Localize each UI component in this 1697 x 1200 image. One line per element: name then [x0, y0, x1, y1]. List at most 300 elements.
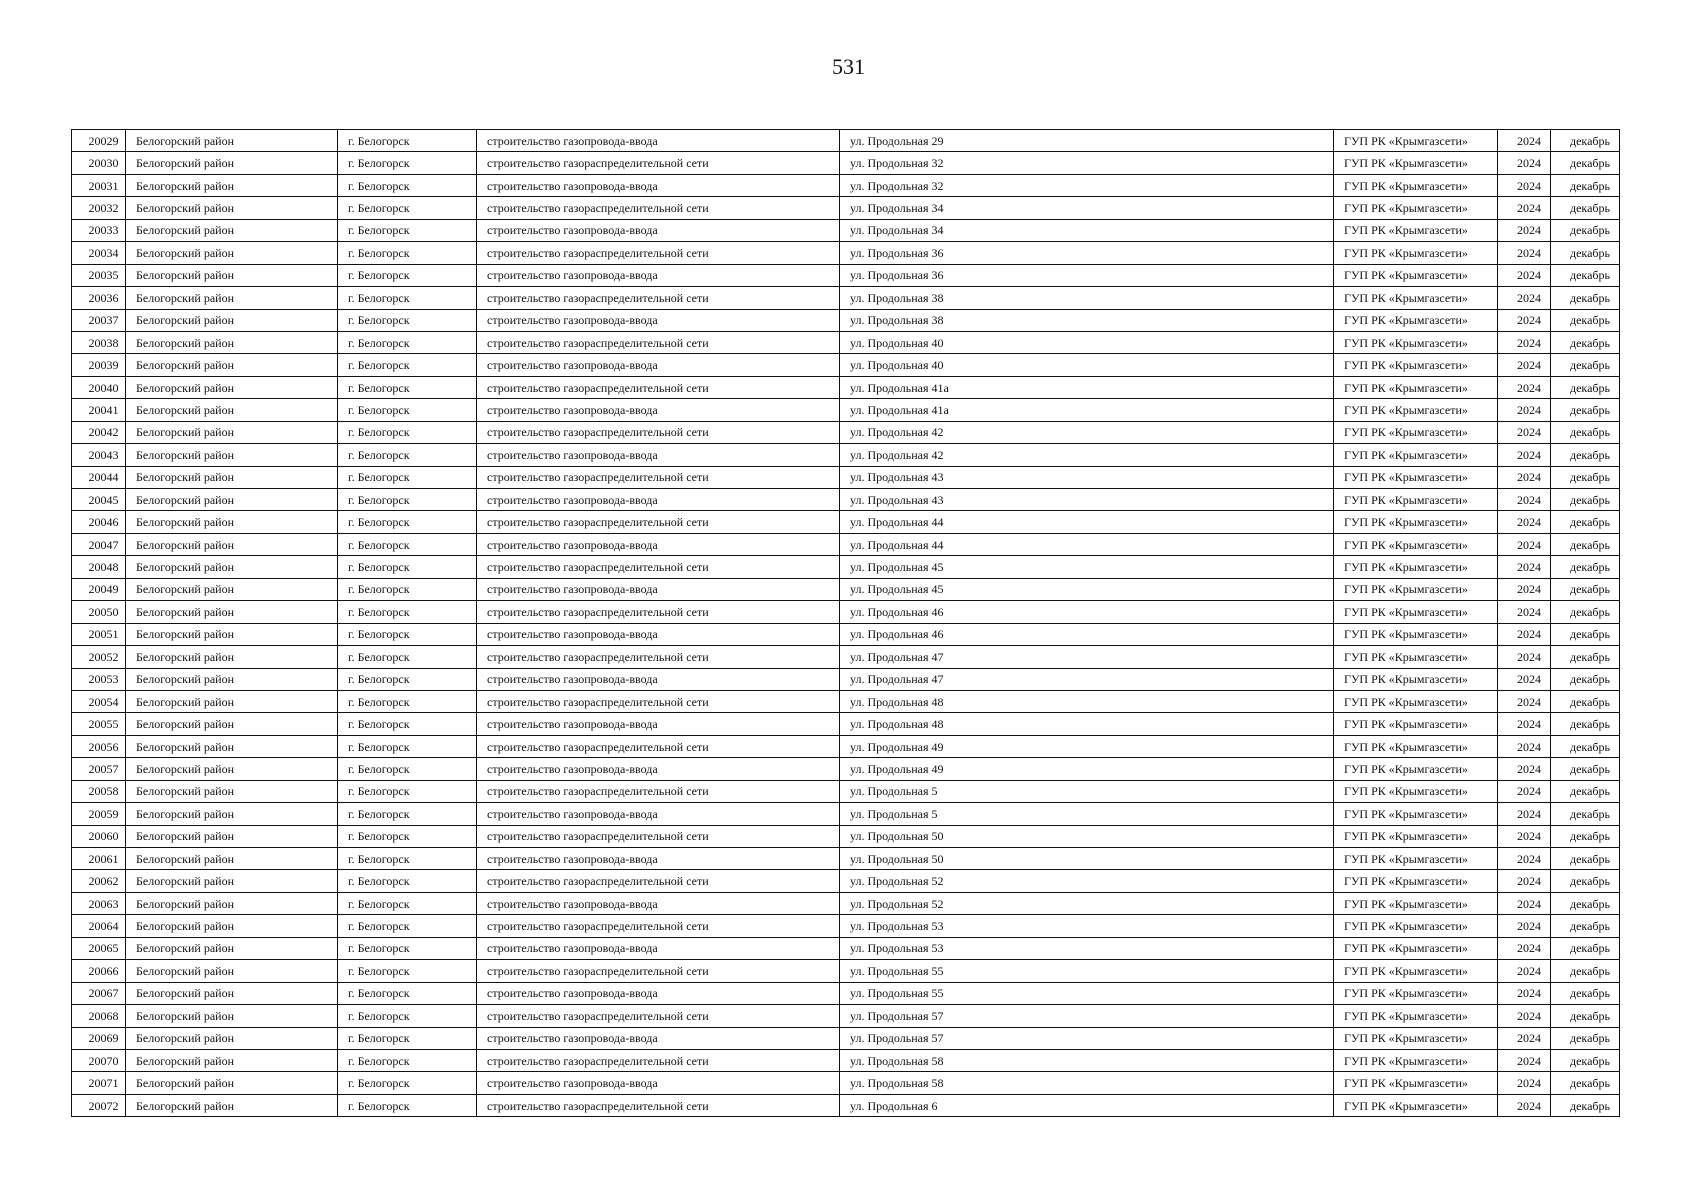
table-row: [72, 130, 1620, 152]
address-cell: ул. Продольная 52: [840, 892, 1334, 914]
month-cell: декабрь: [1551, 892, 1620, 914]
table-row: [72, 960, 1620, 982]
organization-cell: ГУП РК «Крымгазсети»: [1334, 421, 1498, 443]
district-cell: Белогорский район: [126, 735, 338, 757]
city-cell: г. Белогорск: [338, 915, 477, 937]
table-row: [72, 242, 1620, 264]
month-cell: декабрь: [1551, 668, 1620, 690]
month-cell: декабрь: [1551, 960, 1620, 982]
organization-cell: ГУП РК «Крымгазсети»: [1334, 870, 1498, 892]
address-cell: ул. Продольная 45: [840, 578, 1334, 600]
row-number-cell: 20055: [72, 713, 126, 735]
row-number-cell: 20064: [72, 915, 126, 937]
row-number-cell: 20051: [72, 623, 126, 645]
table-row: [72, 399, 1620, 421]
month-cell: декабрь: [1551, 646, 1620, 668]
address-cell: ул. Продольная 46: [840, 623, 1334, 645]
address-cell: ул. Продольная 34: [840, 197, 1334, 219]
organization-cell: ГУП РК «Крымгазсети»: [1334, 915, 1498, 937]
year-cell: 2024: [1498, 758, 1551, 780]
organization-cell: ГУП РК «Крымгазсети»: [1334, 623, 1498, 645]
district-cell: Белогорский район: [126, 444, 338, 466]
year-cell: 2024: [1498, 174, 1551, 196]
year-cell: 2024: [1498, 735, 1551, 757]
table-row: [72, 735, 1620, 757]
organization-cell: ГУП РК «Крымгазсети»: [1334, 197, 1498, 219]
year-cell: 2024: [1498, 646, 1551, 668]
row-number-cell: 20050: [72, 601, 126, 623]
year-cell: 2024: [1498, 1049, 1551, 1071]
work-type-cell: строительство газораспределительной сети: [477, 780, 840, 802]
work-type-cell: строительство газораспределительной сети: [477, 556, 840, 578]
table-row: [72, 915, 1620, 937]
city-cell: г. Белогорск: [338, 444, 477, 466]
address-cell: ул. Продольная 47: [840, 646, 1334, 668]
row-number-cell: 20060: [72, 825, 126, 847]
row-number-cell: 20052: [72, 646, 126, 668]
table-row: [72, 219, 1620, 241]
row-number-cell: 20071: [72, 1072, 126, 1094]
table-row: [72, 690, 1620, 712]
city-cell: г. Белогорск: [338, 780, 477, 802]
table-row: [72, 1094, 1620, 1116]
table-row: [72, 578, 1620, 600]
month-cell: декабрь: [1551, 489, 1620, 511]
district-cell: Белогорский район: [126, 803, 338, 825]
work-type-cell: строительство газораспределительной сети: [477, 1094, 840, 1116]
address-cell: ул. Продольная 47: [840, 668, 1334, 690]
year-cell: 2024: [1498, 354, 1551, 376]
address-cell: ул. Продольная 53: [840, 937, 1334, 959]
work-type-cell: строительство газопровода-ввода: [477, 130, 840, 152]
table-row: [72, 668, 1620, 690]
table-row: [72, 174, 1620, 196]
year-cell: 2024: [1498, 1072, 1551, 1094]
address-cell: ул. Продольная 57: [840, 1005, 1334, 1027]
work-type-cell: строительство газопровода-ввода: [477, 758, 840, 780]
month-cell: декабрь: [1551, 1072, 1620, 1094]
organization-cell: ГУП РК «Крымгазсети»: [1334, 646, 1498, 668]
year-cell: 2024: [1498, 982, 1551, 1004]
work-type-cell: строительство газораспределительной сети: [477, 646, 840, 668]
month-cell: декабрь: [1551, 803, 1620, 825]
row-number-cell: 20070: [72, 1049, 126, 1071]
address-cell: ул. Продольная 50: [840, 848, 1334, 870]
organization-cell: ГУП РК «Крымгазсети»: [1334, 264, 1498, 286]
district-cell: Белогорский район: [126, 309, 338, 331]
organization-cell: ГУП РК «Крымгазсети»: [1334, 803, 1498, 825]
district-cell: Белогорский район: [126, 892, 338, 914]
work-type-cell: строительство газораспределительной сети: [477, 466, 840, 488]
district-cell: Белогорский район: [126, 870, 338, 892]
registry-table: [71, 129, 1620, 1117]
address-cell: ул. Продольная 5: [840, 780, 1334, 802]
address-cell: ул. Продольная 42: [840, 444, 1334, 466]
work-type-cell: строительство газораспределительной сети: [477, 511, 840, 533]
row-number-cell: 20056: [72, 735, 126, 757]
organization-cell: ГУП РК «Крымгазсети»: [1334, 601, 1498, 623]
table-row: [72, 848, 1620, 870]
district-cell: Белогорский район: [126, 825, 338, 847]
address-cell: ул. Продольная 57: [840, 1027, 1334, 1049]
organization-cell: ГУП РК «Крымгазсети»: [1334, 780, 1498, 802]
city-cell: г. Белогорск: [338, 511, 477, 533]
work-type-cell: строительство газопровода-ввода: [477, 623, 840, 645]
city-cell: г. Белогорск: [338, 174, 477, 196]
month-cell: декабрь: [1551, 1005, 1620, 1027]
city-cell: г. Белогорск: [338, 690, 477, 712]
city-cell: г. Белогорск: [338, 309, 477, 331]
district-cell: Белогорский район: [126, 1072, 338, 1094]
month-cell: декабрь: [1551, 309, 1620, 331]
month-cell: декабрь: [1551, 466, 1620, 488]
organization-cell: ГУП РК «Крымгазсети»: [1334, 848, 1498, 870]
work-type-cell: строительство газораспределительной сети: [477, 690, 840, 712]
row-number-cell: 20047: [72, 533, 126, 555]
table-row: [72, 511, 1620, 533]
city-cell: г. Белогорск: [338, 1072, 477, 1094]
row-number-cell: 20042: [72, 421, 126, 443]
address-cell: ул. Продольная 6: [840, 1094, 1334, 1116]
year-cell: 2024: [1498, 623, 1551, 645]
address-cell: ул. Продольная 58: [840, 1049, 1334, 1071]
work-type-cell: строительство газопровода-ввода: [477, 399, 840, 421]
organization-cell: ГУП РК «Крымгазсети»: [1334, 668, 1498, 690]
table-row: [72, 533, 1620, 555]
work-type-cell: строительство газораспределительной сети: [477, 870, 840, 892]
row-number-cell: 20067: [72, 982, 126, 1004]
year-cell: 2024: [1498, 511, 1551, 533]
table-row: [72, 444, 1620, 466]
table-row: [72, 376, 1620, 398]
city-cell: г. Белогорск: [338, 870, 477, 892]
work-type-cell: строительство газораспределительной сети: [477, 915, 840, 937]
city-cell: г. Белогорск: [338, 578, 477, 600]
year-cell: 2024: [1498, 152, 1551, 174]
year-cell: 2024: [1498, 892, 1551, 914]
address-cell: ул. Продольная 38: [840, 287, 1334, 309]
month-cell: декабрь: [1551, 376, 1620, 398]
year-cell: 2024: [1498, 399, 1551, 421]
year-cell: 2024: [1498, 713, 1551, 735]
table-row: [72, 309, 1620, 331]
district-cell: Белогорский район: [126, 511, 338, 533]
year-cell: 2024: [1498, 264, 1551, 286]
address-cell: ул. Продольная 36: [840, 242, 1334, 264]
organization-cell: ГУП РК «Крымгазсети»: [1334, 287, 1498, 309]
district-cell: Белогорский район: [126, 152, 338, 174]
address-cell: ул. Продольная 49: [840, 758, 1334, 780]
year-cell: 2024: [1498, 556, 1551, 578]
month-cell: декабрь: [1551, 556, 1620, 578]
organization-cell: ГУП РК «Крымгазсети»: [1334, 242, 1498, 264]
district-cell: Белогорский район: [126, 219, 338, 241]
row-number-cell: 20031: [72, 174, 126, 196]
row-number-cell: 20062: [72, 870, 126, 892]
month-cell: декабрь: [1551, 533, 1620, 555]
city-cell: г. Белогорск: [338, 331, 477, 353]
work-type-cell: строительство газопровода-ввода: [477, 489, 840, 511]
table-row: [72, 713, 1620, 735]
organization-cell: ГУП РК «Крымгазсети»: [1334, 825, 1498, 847]
row-number-cell: 20041: [72, 399, 126, 421]
district-cell: Белогорский район: [126, 915, 338, 937]
organization-cell: ГУП РК «Крымгазсети»: [1334, 982, 1498, 1004]
city-cell: г. Белогорск: [338, 601, 477, 623]
row-number-cell: 20035: [72, 264, 126, 286]
month-cell: декабрь: [1551, 1027, 1620, 1049]
work-type-cell: строительство газопровода-ввода: [477, 892, 840, 914]
city-cell: г. Белогорск: [338, 848, 477, 870]
row-number-cell: 20054: [72, 690, 126, 712]
city-cell: г. Белогорск: [338, 982, 477, 1004]
year-cell: 2024: [1498, 421, 1551, 443]
city-cell: г. Белогорск: [338, 623, 477, 645]
organization-cell: ГУП РК «Крымгазсети»: [1334, 331, 1498, 353]
organization-cell: ГУП РК «Крымгазсети»: [1334, 174, 1498, 196]
city-cell: г. Белогорск: [338, 242, 477, 264]
work-type-cell: строительство газопровода-ввода: [477, 1027, 840, 1049]
row-number-cell: 20030: [72, 152, 126, 174]
year-cell: 2024: [1498, 1094, 1551, 1116]
address-cell: ул. Продольная 53: [840, 915, 1334, 937]
month-cell: декабрь: [1551, 623, 1620, 645]
district-cell: Белогорский район: [126, 578, 338, 600]
address-cell: ул. Продольная 45: [840, 556, 1334, 578]
table-row: [72, 1072, 1620, 1094]
district-cell: Белогорский район: [126, 1027, 338, 1049]
organization-cell: ГУП РК «Крымгазсети»: [1334, 892, 1498, 914]
district-cell: Белогорский район: [126, 982, 338, 1004]
work-type-cell: строительство газораспределительной сети: [477, 421, 840, 443]
work-type-cell: строительство газораспределительной сети: [477, 735, 840, 757]
table-row: [72, 937, 1620, 959]
table-row: [72, 197, 1620, 219]
address-cell: ул. Продольная 41а: [840, 399, 1334, 421]
city-cell: г. Белогорск: [338, 960, 477, 982]
city-cell: г. Белогорск: [338, 1027, 477, 1049]
month-cell: декабрь: [1551, 780, 1620, 802]
district-cell: Белогорский район: [126, 556, 338, 578]
organization-cell: ГУП РК «Крымгазсети»: [1334, 444, 1498, 466]
address-cell: ул. Продольная 32: [840, 174, 1334, 196]
address-cell: ул. Продольная 52: [840, 870, 1334, 892]
month-cell: декабрь: [1551, 174, 1620, 196]
district-cell: Белогорский район: [126, 376, 338, 398]
table-row: [72, 489, 1620, 511]
month-cell: декабрь: [1551, 331, 1620, 353]
address-cell: ул. Продольная 55: [840, 960, 1334, 982]
organization-cell: ГУП РК «Крымгазсети»: [1334, 758, 1498, 780]
year-cell: 2024: [1498, 287, 1551, 309]
year-cell: 2024: [1498, 309, 1551, 331]
month-cell: декабрь: [1551, 870, 1620, 892]
organization-cell: ГУП РК «Крымгазсети»: [1334, 533, 1498, 555]
address-cell: ул. Продольная 48: [840, 690, 1334, 712]
organization-cell: ГУП РК «Крымгазсети»: [1334, 1049, 1498, 1071]
district-cell: Белогорский район: [126, 354, 338, 376]
row-number-cell: 20044: [72, 466, 126, 488]
district-cell: Белогорский район: [126, 242, 338, 264]
year-cell: 2024: [1498, 848, 1551, 870]
organization-cell: ГУП РК «Крымгазсети»: [1334, 219, 1498, 241]
row-number-cell: 20065: [72, 937, 126, 959]
organization-cell: ГУП РК «Крымгазсети»: [1334, 578, 1498, 600]
year-cell: 2024: [1498, 444, 1551, 466]
table-row: [72, 466, 1620, 488]
work-type-cell: строительство газораспределительной сети: [477, 1049, 840, 1071]
year-cell: 2024: [1498, 870, 1551, 892]
row-number-cell: 20043: [72, 444, 126, 466]
address-cell: ул. Продольная 38: [840, 309, 1334, 331]
work-type-cell: строительство газопровода-ввода: [477, 848, 840, 870]
city-cell: г. Белогорск: [338, 354, 477, 376]
month-cell: декабрь: [1551, 264, 1620, 286]
work-type-cell: строительство газораспределительной сети: [477, 1005, 840, 1027]
row-number-cell: 20029: [72, 130, 126, 152]
city-cell: г. Белогорск: [338, 735, 477, 757]
year-cell: 2024: [1498, 825, 1551, 847]
month-cell: декабрь: [1551, 825, 1620, 847]
city-cell: г. Белогорск: [338, 892, 477, 914]
year-cell: 2024: [1498, 780, 1551, 802]
table-row: [72, 825, 1620, 847]
table-row: [72, 982, 1620, 1004]
address-cell: ул. Продольная 40: [840, 354, 1334, 376]
organization-cell: ГУП РК «Крымгазсети»: [1334, 511, 1498, 533]
row-number-cell: 20053: [72, 668, 126, 690]
work-type-cell: строительство газораспределительной сети: [477, 376, 840, 398]
work-type-cell: строительство газопровода-ввода: [477, 578, 840, 600]
work-type-cell: строительство газораспределительной сети: [477, 242, 840, 264]
organization-cell: ГУП РК «Крымгазсети»: [1334, 1072, 1498, 1094]
table-row: [72, 421, 1620, 443]
district-cell: Белогорский район: [126, 1005, 338, 1027]
district-cell: Белогорский район: [126, 466, 338, 488]
month-cell: декабрь: [1551, 152, 1620, 174]
row-number-cell: 20049: [72, 578, 126, 600]
work-type-cell: строительство газораспределительной сети: [477, 331, 840, 353]
month-cell: декабрь: [1551, 601, 1620, 623]
month-cell: декабрь: [1551, 578, 1620, 600]
district-cell: Белогорский район: [126, 421, 338, 443]
district-cell: Белогорский район: [126, 690, 338, 712]
district-cell: Белогорский район: [126, 713, 338, 735]
page-number: 531: [832, 54, 865, 79]
month-cell: декабрь: [1551, 354, 1620, 376]
city-cell: г. Белогорск: [338, 489, 477, 511]
row-number-cell: 20045: [72, 489, 126, 511]
month-cell: декабрь: [1551, 937, 1620, 959]
organization-cell: ГУП РК «Крымгазсети»: [1334, 130, 1498, 152]
work-type-cell: строительство газопровода-ввода: [477, 444, 840, 466]
address-cell: ул. Продольная 49: [840, 735, 1334, 757]
city-cell: г. Белогорск: [338, 646, 477, 668]
year-cell: 2024: [1498, 197, 1551, 219]
city-cell: г. Белогорск: [338, 533, 477, 555]
table-row: [72, 646, 1620, 668]
organization-cell: ГУП РК «Крымгазсети»: [1334, 309, 1498, 331]
address-cell: ул. Продольная 50: [840, 825, 1334, 847]
city-cell: г. Белогорск: [338, 825, 477, 847]
address-cell: ул. Продольная 34: [840, 219, 1334, 241]
district-cell: Белогорский район: [126, 780, 338, 802]
address-cell: ул. Продольная 36: [840, 264, 1334, 286]
district-cell: Белогорский район: [126, 489, 338, 511]
city-cell: г. Белогорск: [338, 758, 477, 780]
work-type-cell: строительство газораспределительной сети: [477, 287, 840, 309]
month-cell: декабрь: [1551, 713, 1620, 735]
row-number-cell: 20046: [72, 511, 126, 533]
year-cell: 2024: [1498, 466, 1551, 488]
table-row: [72, 1005, 1620, 1027]
row-number-cell: 20066: [72, 960, 126, 982]
month-cell: декабрь: [1551, 130, 1620, 152]
table-row: [72, 623, 1620, 645]
month-cell: декабрь: [1551, 690, 1620, 712]
year-cell: 2024: [1498, 130, 1551, 152]
row-number-cell: 20032: [72, 197, 126, 219]
table-row: [72, 1049, 1620, 1071]
year-cell: 2024: [1498, 1005, 1551, 1027]
work-type-cell: строительство газопровода-ввода: [477, 264, 840, 286]
year-cell: 2024: [1498, 533, 1551, 555]
table-row: [72, 601, 1620, 623]
year-cell: 2024: [1498, 331, 1551, 353]
district-cell: Белогорский район: [126, 533, 338, 555]
month-cell: декабрь: [1551, 758, 1620, 780]
month-cell: декабрь: [1551, 1094, 1620, 1116]
city-cell: г. Белогорск: [338, 264, 477, 286]
district-cell: Белогорский район: [126, 960, 338, 982]
city-cell: г. Белогорск: [338, 713, 477, 735]
city-cell: г. Белогорск: [338, 130, 477, 152]
organization-cell: ГУП РК «Крымгазсети»: [1334, 399, 1498, 421]
year-cell: 2024: [1498, 376, 1551, 398]
work-type-cell: строительство газопровода-ввода: [477, 982, 840, 1004]
year-cell: 2024: [1498, 242, 1551, 264]
address-cell: ул. Продольная 43: [840, 466, 1334, 488]
district-cell: Белогорский район: [126, 668, 338, 690]
organization-cell: ГУП РК «Крымгазсети»: [1334, 735, 1498, 757]
city-cell: г. Белогорск: [338, 219, 477, 241]
table-row: [72, 287, 1620, 309]
year-cell: 2024: [1498, 690, 1551, 712]
row-number-cell: 20039: [72, 354, 126, 376]
organization-cell: ГУП РК «Крымгазсети»: [1334, 489, 1498, 511]
district-cell: Белогорский район: [126, 937, 338, 959]
row-number-cell: 20061: [72, 848, 126, 870]
city-cell: г. Белогорск: [338, 1094, 477, 1116]
table-row: [72, 331, 1620, 353]
month-cell: декабрь: [1551, 915, 1620, 937]
work-type-cell: строительство газопровода-ввода: [477, 713, 840, 735]
city-cell: г. Белогорск: [338, 421, 477, 443]
year-cell: 2024: [1498, 489, 1551, 511]
table-row: [72, 803, 1620, 825]
work-type-cell: строительство газораспределительной сети: [477, 960, 840, 982]
work-type-cell: строительство газопровода-ввода: [477, 668, 840, 690]
month-cell: декабрь: [1551, 444, 1620, 466]
district-cell: Белогорский район: [126, 1049, 338, 1071]
row-number-cell: 20069: [72, 1027, 126, 1049]
work-type-cell: строительство газораспределительной сети: [477, 601, 840, 623]
organization-cell: ГУП РК «Крымгазсети»: [1334, 354, 1498, 376]
table-row: [72, 556, 1620, 578]
year-cell: 2024: [1498, 219, 1551, 241]
table-row: [72, 870, 1620, 892]
month-cell: декабрь: [1551, 399, 1620, 421]
